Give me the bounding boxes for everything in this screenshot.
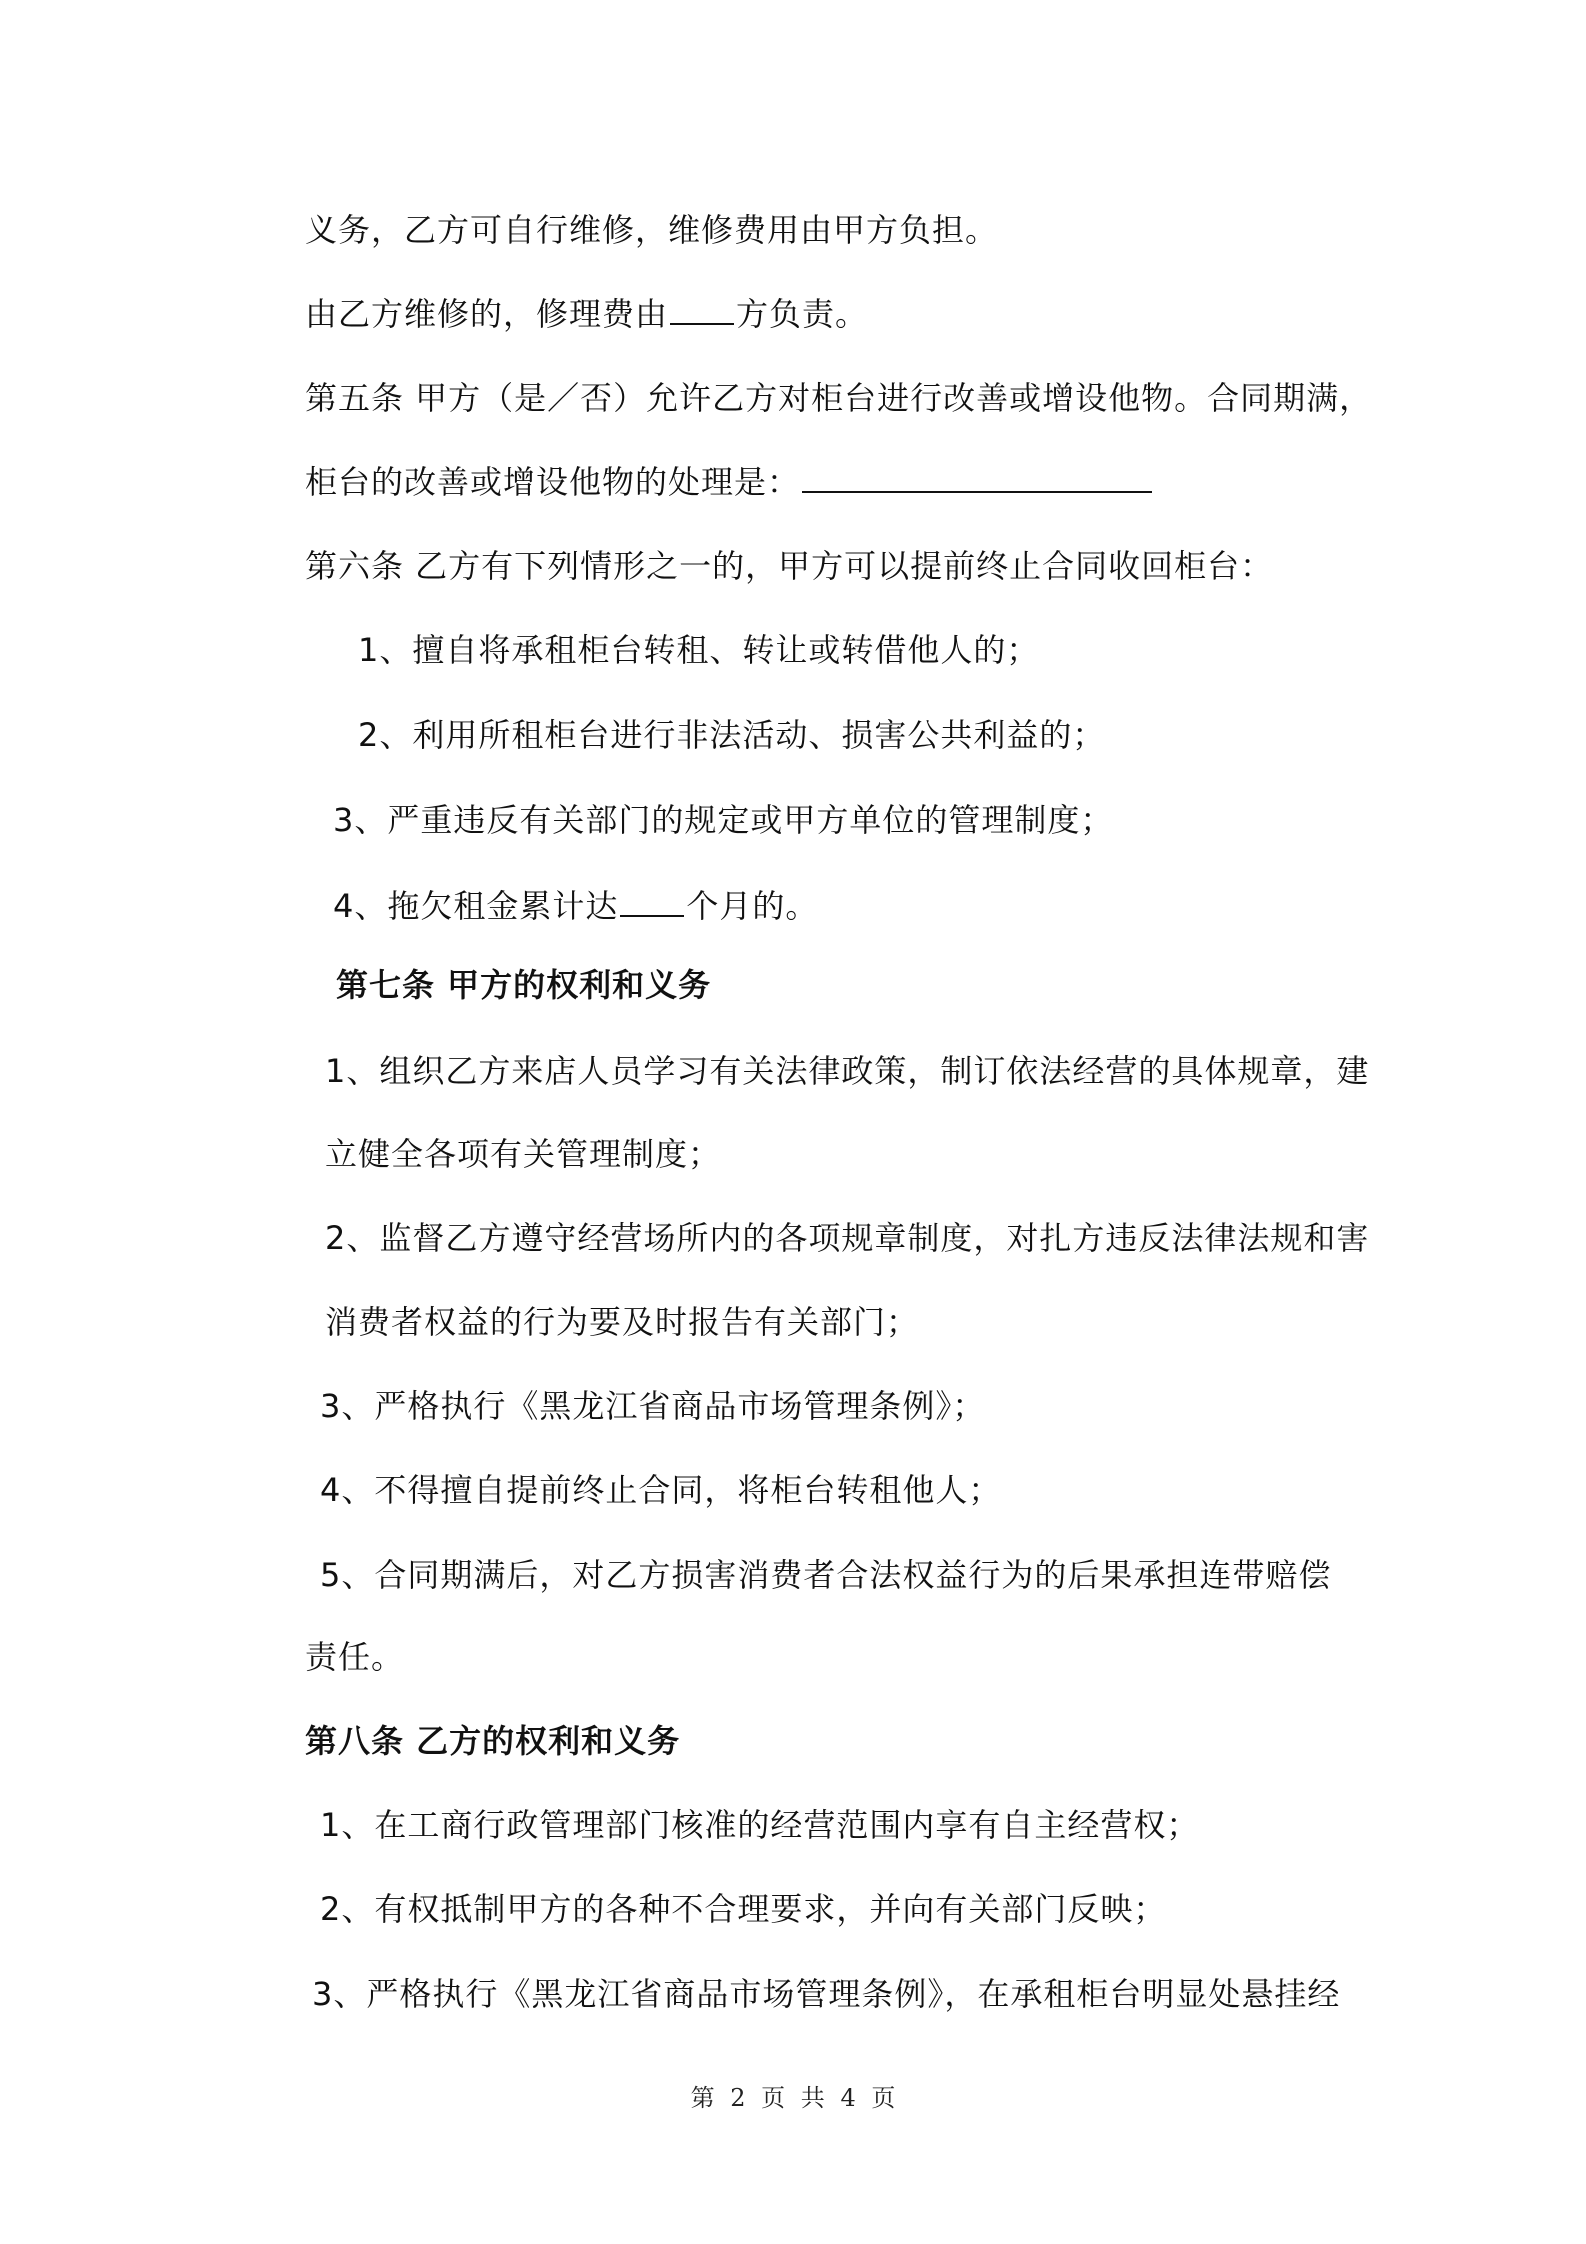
list-item: 1、擅自将承租柜台转租、转让或转借他人的； (358, 631, 1040, 669)
line-text: 个月的。 (686, 887, 819, 925)
fill-blank (802, 461, 1152, 493)
text-line: 义务，乙方可自行维修，维修费用由甲方负担。 (305, 211, 999, 249)
clause-8-heading: 第八条 乙方的权利和义务 (305, 1722, 681, 1760)
line-text: 由乙方维修的，修理费由 (305, 295, 669, 333)
list-item (333, 884, 818, 928)
line-text: 4、拖欠租金累计达 (333, 887, 619, 925)
clause-6-heading: 第六条 乙方有下列情形之一的，甲方可以提前终止合同收回柜台： (305, 547, 1274, 585)
fill-blank (670, 293, 734, 325)
list-item: 2、利用所租柜台进行非法活动、损害公共利益的； (358, 716, 1106, 754)
text-line: 立健全各项有关管理制度； (325, 1135, 722, 1173)
clause-5-heading: 第五条 甲方（是／否）允许乙方对柜台进行改善或增设他物。合同期满， (305, 379, 1373, 417)
line-text: 方负责。 (736, 295, 869, 333)
list-item: 5、合同期满后，对乙方损害消费者合法权益行为的后果承担连带赔偿 (320, 1556, 1332, 1594)
list-item: 2、有权抵制甲方的各种不合理要求，并向有关部门反映； (320, 1890, 1167, 1928)
list-item: 2、监督乙方遵守经营场所内的各项规章制度，对扎方违反法律法规和害 (325, 1219, 1370, 1257)
list-item: 3、严重违反有关部门的规定或甲方单位的管理制度； (333, 801, 1114, 839)
text-line: 消费者权益的行为要及时报告有关部门； (325, 1303, 920, 1341)
text-line (305, 292, 868, 336)
list-item: 3、严格执行《黑龙江省商品市场管理条例》； (320, 1387, 986, 1425)
list-item: 1、在工商行政管理部门核准的经营范围内享有自主经营权； (320, 1806, 1200, 1844)
fill-blank (620, 885, 684, 917)
list-item: 1、组织乙方来店人员学习有关法律政策，制订依法经营的具体规章，建 (325, 1052, 1370, 1090)
list-item: 4、不得擅自提前终止合同，将柜台转租他人； (320, 1471, 1002, 1509)
clause-7-heading: 第七条 甲方的权利和义务 (336, 966, 712, 1004)
list-item: 3、严格执行《黑龙江省商品市场管理条例》，在承租柜台明显处悬挂经 (312, 1975, 1341, 2013)
page-footer: 第 2 页 共 4 页 (690, 2084, 896, 2112)
line-text: 柜台的改善或增设他物的处理是： (305, 463, 801, 501)
text-line (305, 460, 1154, 504)
text-line: 责任。 (305, 1638, 405, 1676)
